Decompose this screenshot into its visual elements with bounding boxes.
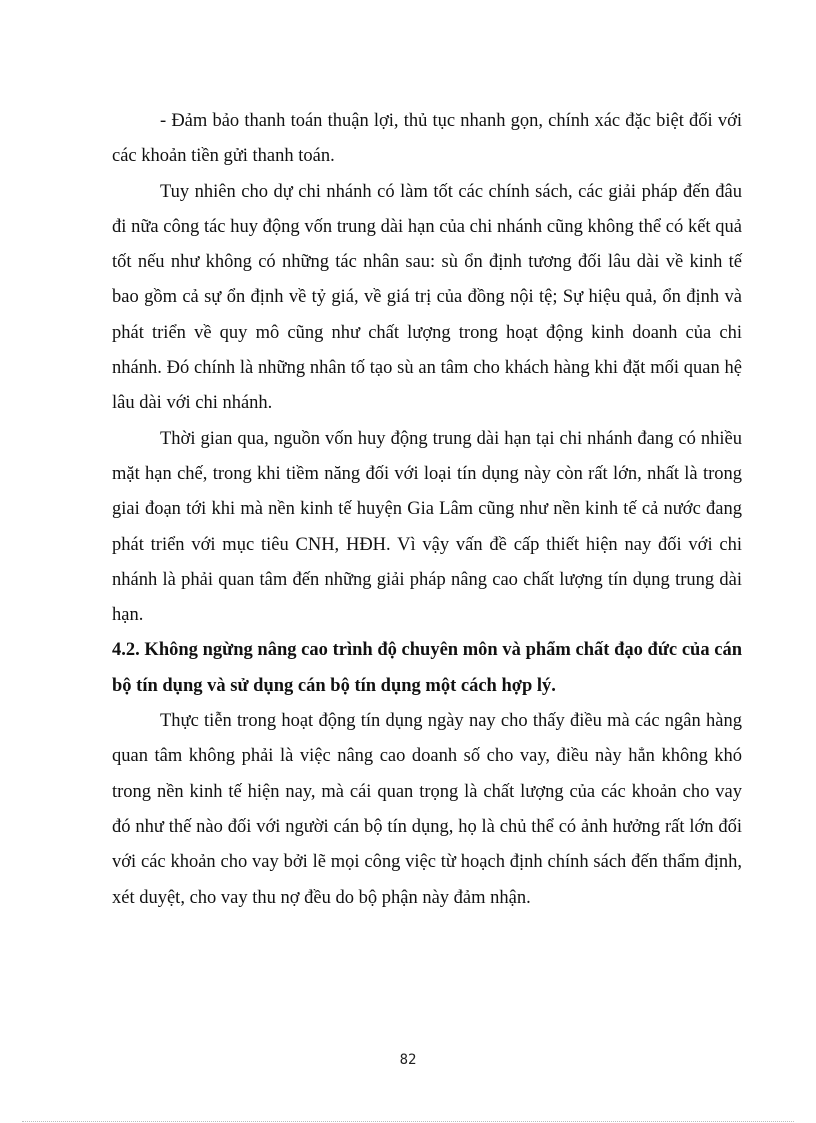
page-bottom-divider	[22, 1121, 794, 1122]
document-body	[112, 104, 742, 916]
section-heading: 4.2. Không ngừng nâng cao trình độ chuyên môn và phẩm chất đạo đức của cán bộ tín dụng và sử dụng cán bộ tín dụng một cách hợp lý.	[112, 640, 742, 696]
paragraph-capital-mobilization-factors: Tuy nhiên cho dự chi nhánh có làm tốt các chính sách, các giải pháp đến đâu đi nữa công tác huy động vốn trung dài hạn của chi nhánh cũng không thể có kết quả tốt nếu như không có những tác nhân sau: sù ổn định tương đối lâu dài về kinh tế bao gồm cả sự ổn định về tỷ giá, về giá trị của đồng nội tệ; Sự hiệu quả, ổn định và phát triển về quy mô cũng như chất lượng trong hoạt động kinh doanh của chi nhánh. Đó chính là những nhân tố tạo sù an tâm cho khách hàng khi đặt mối quan hệ lâu dài với chi nhánh.	[112, 181, 742, 414]
page-number: 82	[399, 1052, 417, 1068]
paragraph-payment-assurance: - Đảm bảo thanh toán thuận lợi, thủ tục nhanh gọn, chính xác đặc biệt đối với các khoản tiền gửi thanh toán.	[112, 111, 742, 167]
paragraph-credit-quality: Thực tiễn trong hoạt động tín dụng ngày nay cho thấy điều mà các ngân hàng quan tâm không phải là việc nâng cao doanh số cho vay, điều này hẳn không khó trong nền kinh tế hiện nay, mà cái quan trọng là chất lượng của các khoản cho vay đó như thế nào đối với người cán bộ tín dụng, họ là chủ thể có ảnh hưởng rất lớn đối với các khoản cho vay bởi lẽ mọi công việc từ hoạch định chính sách đến thẩm định, xét duyệt, cho vay thu nợ đều do bộ phận này đảm nhận.	[112, 711, 742, 908]
paragraph-recent-limitations: Thời gian qua, nguồn vốn huy động trung dài hạn tại chi nhánh đang có nhiều mặt hạn chế, trong khi tiềm năng đối với loại tín dụng này còn rất lớn, nhất là trong giai đoạn tới khi mà nền kinh tế huyện Gia Lâm cũng như nền kinh tế cả nước đang phát triển với mục tiêu CNH, HĐH. Vì vậy vấn đề cấp thiết hiện nay đối với chi nhánh là phải quan tâm đến những giải pháp nâng cao chất lượng tín dụng trung dài hạn.	[112, 428, 742, 626]
